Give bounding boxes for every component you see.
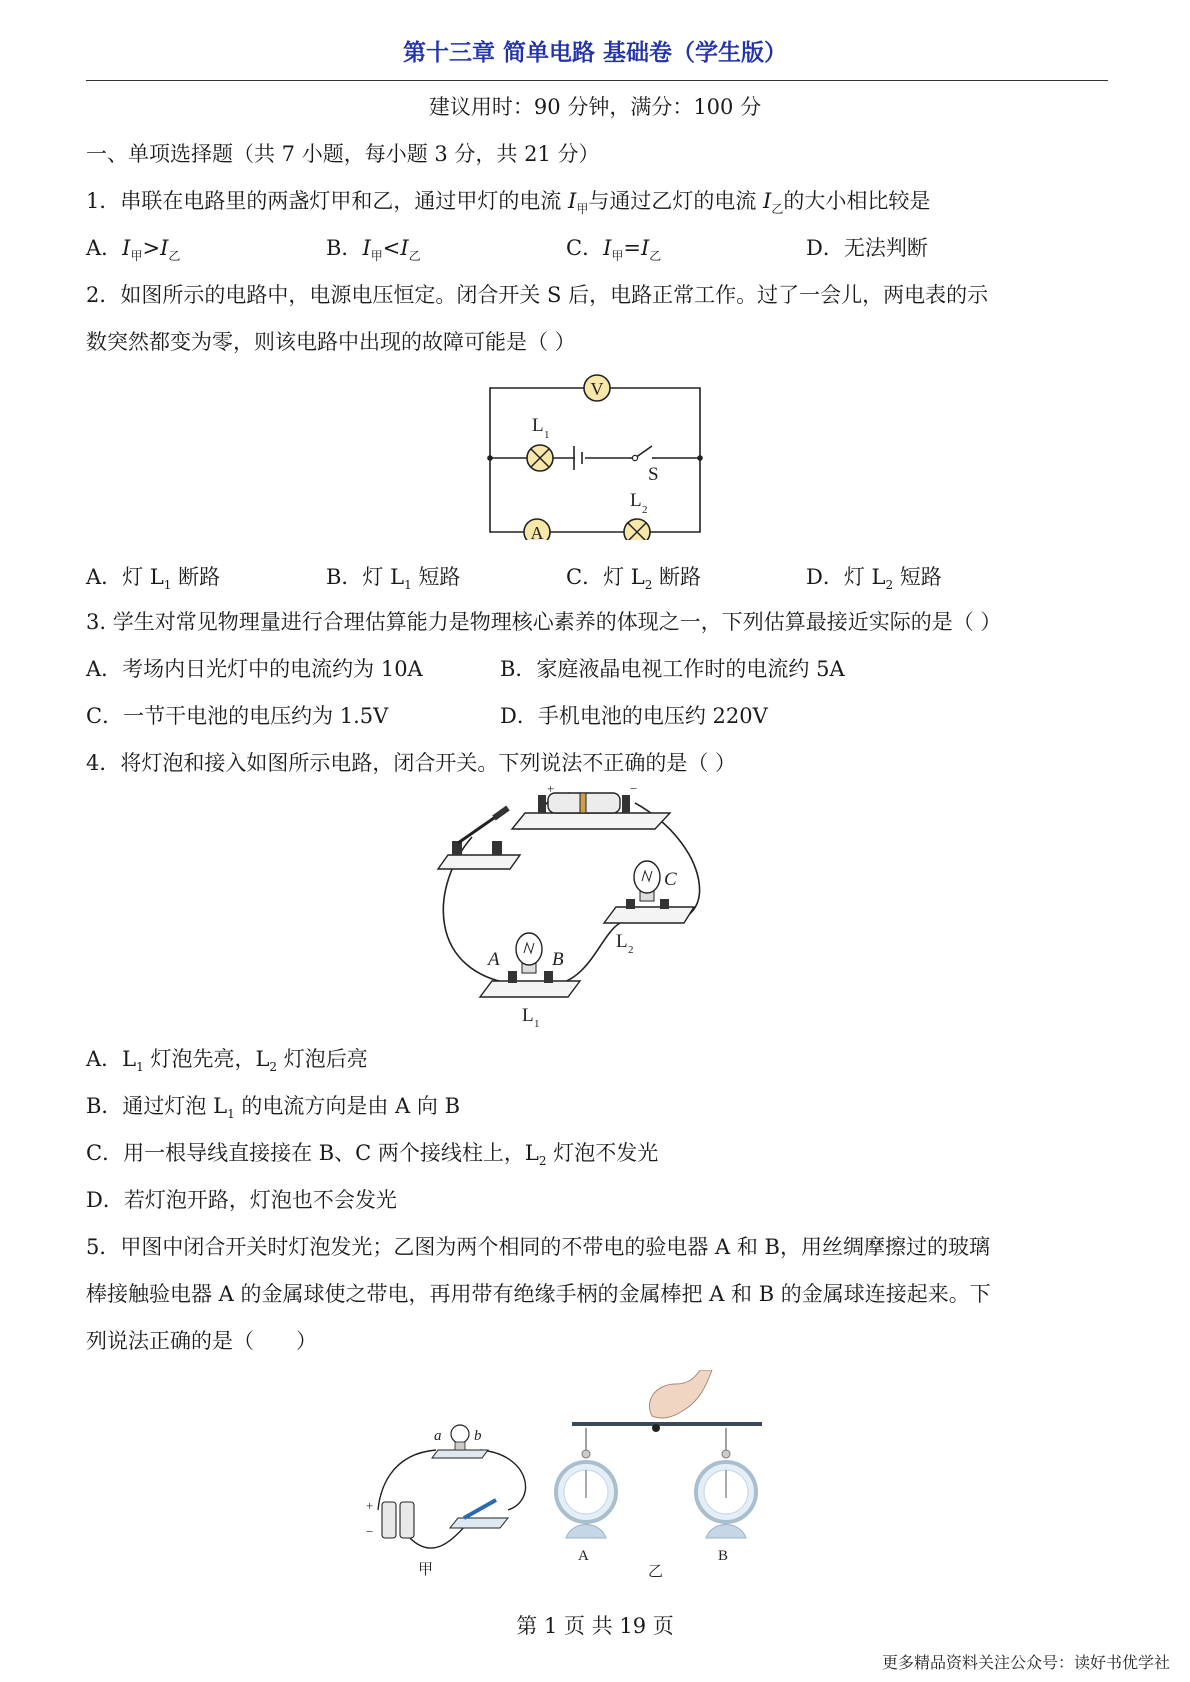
lamp-l1-caption: L: [522, 1005, 534, 1026]
section-heading: 一、单项选择题（共 7 小题，每小题 3 分，共 21 分）: [86, 142, 600, 166]
lamp-l2-caption-sub: 2: [628, 944, 634, 956]
q5-stem-line2: 棒接触验电器 A 的金属球使之带电，再用带有绝缘手柄的金属棒把 A 和 B 的金属球连接起来。下: [86, 1282, 991, 1306]
bulb-l2-icon: [634, 861, 660, 893]
q2-circuit-diagram: [480, 360, 710, 540]
time-note: 建议用时：90 分钟，满分：100 分: [428, 95, 762, 119]
jia-plus: +: [366, 1498, 374, 1513]
q2-stem-line2: 数突然都变为零，则该电路中出现的故障可能是（ ）: [86, 330, 576, 354]
voltmeter-icon: [584, 375, 610, 401]
lamp-l2-caption: L: [616, 931, 628, 952]
hand-icon: [649, 1370, 712, 1418]
q1-option-a[interactable]: A．$I_甲>I_乙$: [86, 236, 181, 264]
terminal-a-small: a: [434, 1428, 442, 1444]
q4-stem: 4．将灯泡和接入如图所示电路，闭合开关。下列说法不正确的是（ ）: [86, 751, 737, 775]
page-title: 第十三章 简单电路 基础卷（学生版）: [402, 40, 787, 66]
q1-stem: 1．串联在电路里的两盏灯甲和乙，通过甲灯的电流 $I_甲$与通过乙灯的电流 $I_乙$的大小相比较是: [86, 189, 931, 217]
lamp-l1-caption-sub: 1: [534, 1018, 540, 1030]
q5-stem-line1: 5．甲图中闭合开关时灯泡发光；乙图为两个相同的不带电的验电器 A 和 B，用丝绸摩擦过的玻璃: [86, 1235, 990, 1259]
jia-minus: −: [366, 1524, 374, 1539]
q5-figure: [360, 1370, 840, 1580]
q1-option-b[interactable]: B．$I_甲<I_乙$: [326, 236, 421, 264]
terminal-b-small: b: [474, 1428, 482, 1444]
q3-stem: 3. 学生对常见物理量进行合理估算能力是物理核心素养的体现之一，下列估算最接近实际的是（ ）: [86, 610, 1002, 634]
q1-option-c[interactable]: C．$I_甲=I_乙$: [566, 236, 662, 264]
header-divider: [86, 80, 1108, 81]
q2-option-b[interactable]: B．灯 $L_1$ 短路: [326, 565, 461, 593]
electroscope-b-label: B: [718, 1548, 729, 1564]
terminal-a-label: A: [488, 949, 500, 970]
q5-stem-line3: 列说法正确的是（ ）: [86, 1329, 317, 1353]
electroscope-a-label: A: [578, 1548, 589, 1564]
lamp-l1-label: L: [532, 415, 544, 436]
q1-option-d[interactable]: D．无法判断: [806, 236, 928, 260]
svg-text:A: A: [530, 523, 544, 540]
lamp-l2-base: [604, 889, 694, 923]
lamp-l2-label: L: [630, 490, 642, 511]
q2-stem-line1: 2．如图所示的电路中，电源电压恒定。闭合开关 S 后，电路正常工作。过了一会儿，两电表的示: [86, 283, 989, 307]
terminal-b-label: B: [552, 949, 564, 970]
page-number: 第 1 页 共 19 页: [516, 1614, 674, 1638]
q3-option-c[interactable]: C．一节干电池的电压约为 1.5V: [86, 704, 389, 728]
q2-option-a[interactable]: A．灯 $L_1$ 断路: [86, 565, 221, 593]
q3-option-b[interactable]: B．家庭液晶电视工作时的电流约 5A: [500, 657, 845, 681]
battery-holder: [512, 793, 670, 829]
q2-option-c[interactable]: C．灯 $L_2$ 断路: [566, 565, 702, 593]
knife-switch: [438, 808, 520, 869]
lamp-l1-sub: 1: [544, 429, 550, 441]
q3-option-d[interactable]: D．手机电池的电压约 220V: [500, 704, 768, 728]
bulb-l1-icon: [516, 933, 542, 965]
q4-option-c[interactable]: C．用一根导线直接接在 B、C 两个接线柱上，$L_2$ 灯泡不发光: [86, 1141, 659, 1169]
q4-option-b[interactable]: B．通过灯泡 $L_1$ 的电流方向是由 A 向 B: [86, 1094, 461, 1122]
yi-caption: 乙: [648, 1564, 664, 1580]
terminal-c-label: C: [664, 869, 677, 890]
q4-option-d[interactable]: D．若灯泡开路，灯泡也不会发光: [86, 1188, 397, 1212]
jia-battery: [382, 1502, 414, 1538]
switch-pivot: [632, 455, 637, 460]
battery-minus-label: −: [630, 785, 638, 796]
jia-caption: 甲: [418, 1562, 434, 1578]
switch-label: S: [648, 464, 659, 485]
lamp-l1-icon: [527, 445, 553, 471]
q4-circuit-illustration: [430, 785, 760, 1035]
lamp-l2-sub: 2: [642, 504, 648, 516]
battery-plus-label: +: [547, 785, 555, 796]
electroscope-a-icon: [556, 1428, 616, 1538]
lamp-l2-icon: [624, 519, 650, 540]
jia-switch: [450, 1500, 508, 1528]
ammeter-icon: [524, 519, 550, 540]
q3-option-a[interactable]: A．考场内日光灯中的电流约为 10A: [86, 657, 423, 681]
q2-option-d[interactable]: D．灯 $L_2$ 短路: [806, 565, 942, 593]
promo-text: 更多精品资料关注公众号：读好书优学社: [881, 1653, 1170, 1672]
q4-option-a[interactable]: A．$L_1$ 灯泡先亮，$L_2$ 灯泡后亮: [86, 1047, 368, 1075]
svg-text:V: V: [590, 379, 604, 399]
electroscope-b-icon: [696, 1428, 756, 1538]
